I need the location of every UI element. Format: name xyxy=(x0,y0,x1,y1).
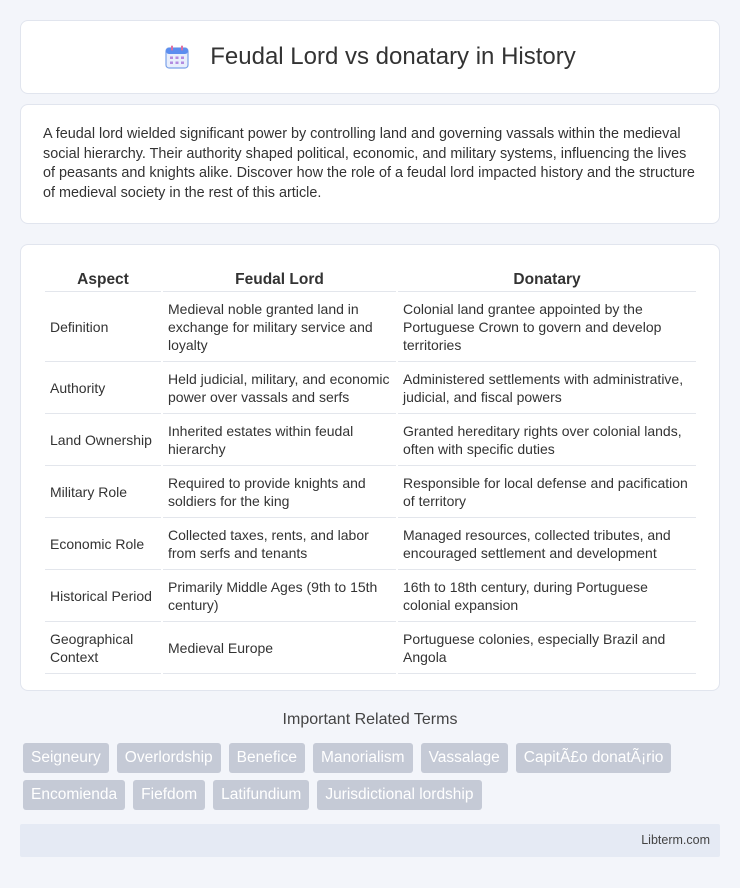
cell-donatary: Responsible for local defense and pacification of territory xyxy=(398,468,696,518)
related-term-tag[interactable]: Benefice xyxy=(229,743,305,773)
cell-aspect: Historical Period xyxy=(45,572,161,622)
related-term-tag[interactable]: Encomienda xyxy=(23,780,125,810)
cell-aspect: Definition xyxy=(45,294,161,362)
header-donatary: Donatary xyxy=(398,267,696,292)
related-terms-title: Important Related Terms xyxy=(282,711,458,728)
related-term-tag[interactable]: Latifundium xyxy=(213,780,309,810)
comparison-table-card xyxy=(20,244,720,691)
comparison-table xyxy=(43,265,698,676)
related-term-tag[interactable]: Vassalage xyxy=(421,743,508,773)
table-header-row xyxy=(45,267,696,292)
table-row xyxy=(45,416,696,466)
cell-feudal-lord: Primarily Middle Ages (9th to 15th century) xyxy=(163,572,396,622)
cell-aspect: Economic Role xyxy=(45,520,161,570)
footer-site-link[interactable]: Libterm.com xyxy=(641,833,710,847)
cell-aspect: Authority xyxy=(45,364,161,414)
table-row xyxy=(45,364,696,414)
table-row xyxy=(45,572,696,622)
cell-feudal-lord: Medieval Europe xyxy=(163,624,396,674)
related-term-tag[interactable]: Seigneury xyxy=(23,743,109,773)
cell-donatary: 16th to 18th century, during Portuguese colonial expansion xyxy=(398,572,696,622)
cell-feudal-lord: Required to provide knights and soldiers for the king xyxy=(163,468,396,518)
calendar-icon xyxy=(164,44,190,70)
table-row xyxy=(45,294,696,362)
related-term-tag[interactable]: CapitÃ£o donatÃ¡rio xyxy=(516,743,672,773)
cell-aspect: Land Ownership xyxy=(45,416,161,466)
cell-feudal-lord: Inherited estates within feudal hierarchy xyxy=(163,416,396,466)
cell-feudal-lord: Collected taxes, rents, and labor from serfs and tenants xyxy=(163,520,396,570)
related-term-tag[interactable]: Jurisdictional lordship xyxy=(317,780,481,810)
intro-card xyxy=(20,104,720,224)
cell-donatary: Colonial land grantee appointed by the Portuguese Crown to govern and develop territories xyxy=(398,294,696,362)
table-row xyxy=(45,468,696,518)
header-feudal-lord: Feudal Lord xyxy=(163,267,396,292)
table-row xyxy=(45,624,696,674)
cell-donatary: Portuguese colonies, especially Brazil and Angola xyxy=(398,624,696,674)
related-term-tag[interactable]: Fiefdom xyxy=(133,780,205,810)
cell-feudal-lord: Medieval noble granted land in exchange for military service and loyalty xyxy=(163,294,396,362)
cell-aspect: Military Role xyxy=(45,468,161,518)
cell-donatary: Administered settlements with administrative, judicial, and fiscal powers xyxy=(398,364,696,414)
related-term-tag[interactable]: Manorialism xyxy=(313,743,413,773)
cell-aspect: Geographical Context xyxy=(45,624,161,674)
related-terms-list xyxy=(23,743,703,810)
header-aspect: Aspect xyxy=(45,267,161,292)
cell-donatary: Granted hereditary rights over colonial lands, often with specific duties xyxy=(398,416,696,466)
cell-donatary: Managed resources, collected tributes, and encouraged settlement and development xyxy=(398,520,696,570)
cell-feudal-lord: Held judicial, military, and economic power over vassals and serfs xyxy=(163,364,396,414)
title-card xyxy=(20,20,720,94)
page-title: Feudal Lord vs donatary in History xyxy=(210,43,576,70)
intro-text: A feudal lord wielded significant power by controlling land and governing vassals within the medieval social hierarchy. Their authority shaped political, economic, and military systems, influencing the lives of peasants and knights alike. Discover how the role of a feudal lord impacted history and the structure of medieval society in the rest of this article. xyxy=(43,126,695,201)
footer xyxy=(20,824,720,857)
table-row xyxy=(45,520,696,570)
related-term-tag[interactable]: Overlordship xyxy=(117,743,221,773)
